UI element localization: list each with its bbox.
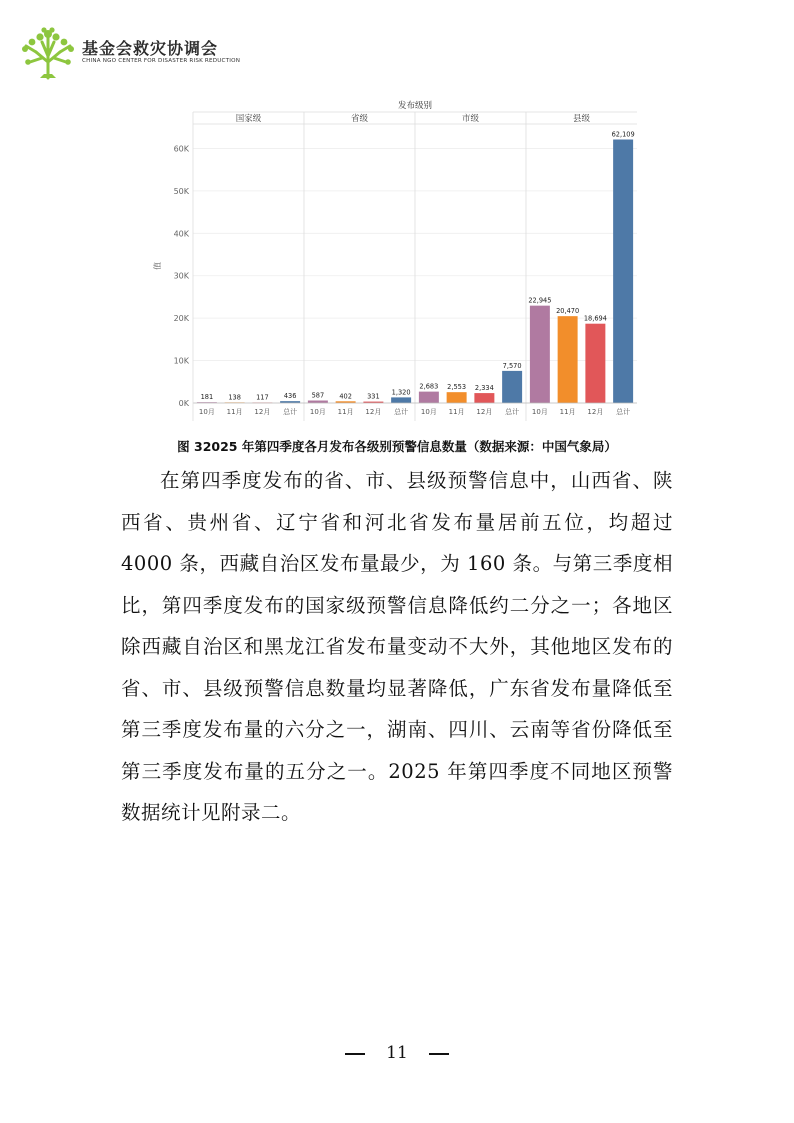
footer-dash-right xyxy=(429,1053,449,1055)
y-tick-label: 10K xyxy=(173,356,189,366)
x-tick-label: 12月 xyxy=(476,408,493,416)
bar-value-label: 7,570 xyxy=(502,361,522,370)
header-logo xyxy=(18,22,241,82)
body-paragraph: 在第四季度发布的省、市、县级预警信息中，山西省、陕西省、贵州省、辽宁省和河北省发布量居前五位，均超过 4000 条，西藏自治区发布量最少，为 160 条。与第三季度相比，第四季度发布的国家级预警信息降低约二分之一；各地区除西藏自治区和黑龙江省发布量变动不大外，其他地区发布的省、市、县级预警信息数量均显著降低，广东省发布量降低至第三季度发布量的六分之一，湖南、四川、云南等省份降低至第三季度发布量的五分之一。2025 年第四季度不同地区预警数据统计见附录二。 xyxy=(121,469,673,824)
bar xyxy=(447,392,467,403)
group-label: 县级 xyxy=(572,114,591,124)
bar xyxy=(613,140,633,403)
bar xyxy=(419,392,439,403)
x-tick-label: 11月 xyxy=(448,408,465,416)
y-axis-label: 值 xyxy=(153,262,162,270)
x-tick-label: 总计 xyxy=(616,408,631,416)
y-tick-label: 50K xyxy=(173,186,189,196)
x-tick-label: 总计 xyxy=(505,408,520,416)
x-tick-label: 10月 xyxy=(420,408,437,416)
chart-svg xyxy=(140,96,650,426)
x-tick-label: 11月 xyxy=(226,408,243,416)
group-label: 省级 xyxy=(350,114,369,124)
y-tick-label: 60K xyxy=(173,144,189,154)
page-footer xyxy=(0,1043,794,1063)
y-tick-label: 20K xyxy=(173,314,189,324)
x-tick-label: 11月 xyxy=(337,408,354,416)
x-tick-label: 12月 xyxy=(254,408,271,416)
bar-value-label: 331 xyxy=(367,392,380,401)
bar-value-label: 2,553 xyxy=(447,383,467,392)
bar-value-label: 587 xyxy=(311,391,325,400)
x-tick-label: 12月 xyxy=(587,408,604,416)
chart-title: 发布级别 xyxy=(397,101,433,111)
y-tick-label: 30K xyxy=(173,271,189,281)
group-label: 市级 xyxy=(461,114,480,124)
y-tick-label: 40K xyxy=(173,229,189,239)
bar-value-label: 1,320 xyxy=(391,388,411,397)
bar-value-label: 18,694 xyxy=(583,314,607,323)
bar xyxy=(474,393,494,403)
bar xyxy=(585,324,605,403)
bar-value-label: 181 xyxy=(200,393,214,402)
y-tick-label: 0K xyxy=(178,399,189,408)
warning-level-chart xyxy=(140,96,650,426)
x-tick-label: 总计 xyxy=(394,408,409,416)
x-tick-label: 12月 xyxy=(365,408,382,416)
group-label: 国家级 xyxy=(235,114,262,124)
bar-value-label: 2,683 xyxy=(419,382,439,391)
org-name-en: CHINA NGO CENTER FOR DISASTER RISK REDUCTION xyxy=(82,58,241,64)
x-tick-label: 10月 xyxy=(309,408,326,416)
bar-value-label: 20,470 xyxy=(556,307,580,316)
bar-value-label: 402 xyxy=(339,392,352,401)
tree-logo-icon xyxy=(18,22,78,80)
x-tick-label: 总计 xyxy=(283,408,298,416)
bar xyxy=(502,371,522,403)
bar-value-label: 138 xyxy=(228,393,241,402)
bar-value-label: 2,334 xyxy=(474,384,494,393)
bar xyxy=(530,306,550,403)
bar-value-label: 436 xyxy=(283,392,297,401)
x-tick-label: 10月 xyxy=(531,408,548,416)
bar-value-label: 22,945 xyxy=(528,296,552,305)
x-tick-label: 11月 xyxy=(559,408,576,416)
org-name: 基金会救灾协调会 xyxy=(82,39,219,58)
figure-caption: 图 32025 年第四季度各月发布各级别预警信息数量（数据来源：中国气象局） xyxy=(177,439,617,454)
footer-dash-left xyxy=(345,1053,365,1055)
bar-value-label: 62,109 xyxy=(611,130,635,139)
page-number: 11 xyxy=(386,1043,408,1063)
x-tick-label: 10月 xyxy=(198,408,215,416)
bar xyxy=(558,316,578,403)
bar xyxy=(391,397,411,403)
bar-value-label: 117 xyxy=(256,393,269,402)
